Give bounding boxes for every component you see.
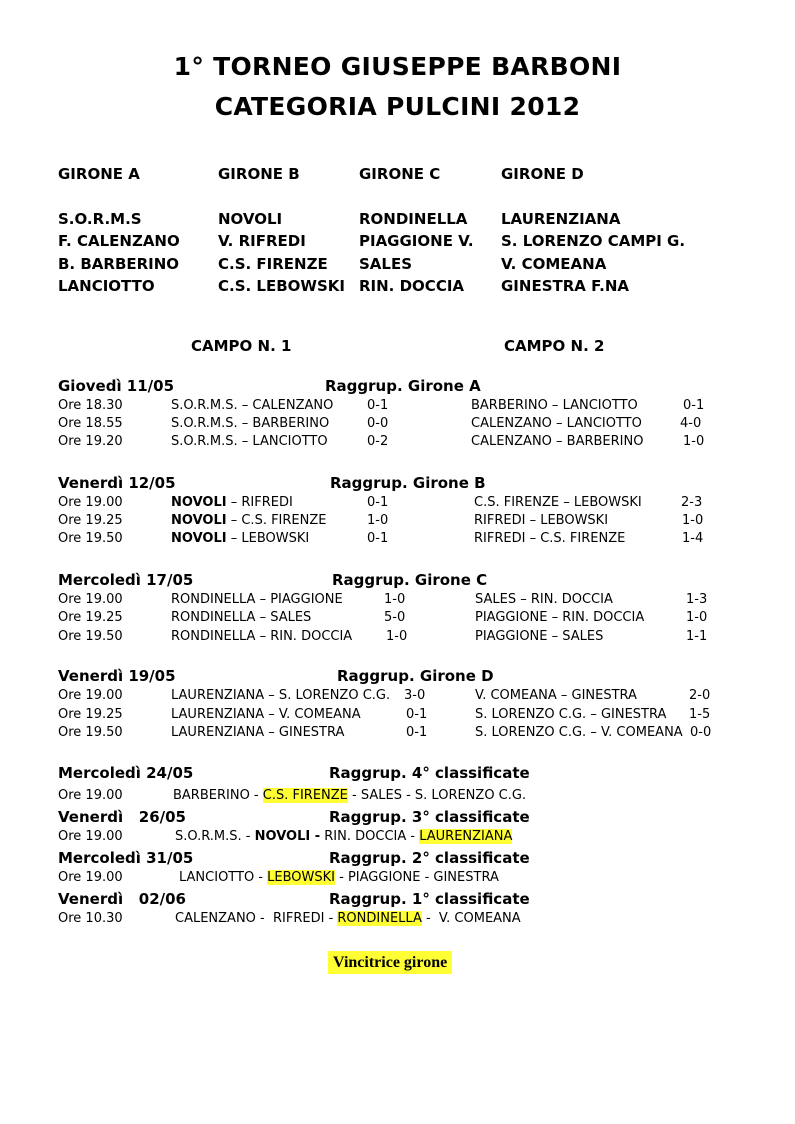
final-date: Venerdì 02/06	[58, 890, 186, 908]
match-field-1: S.O.R.M.S. – BARBERINO	[171, 416, 330, 431]
score-field-1: 0-2	[367, 434, 389, 449]
final-team-text: BARBERINO -	[173, 788, 263, 803]
match-field-2: BARBERINO – LANCIOTTO	[471, 398, 638, 413]
match-field-2: CALENZANO – BARBERINO	[471, 434, 644, 449]
match-rest: – RIFREDI	[226, 495, 293, 510]
final-team-text: S.O.R.M.S. -	[175, 829, 255, 844]
score-field-2: 2-3	[681, 495, 703, 510]
match-rest: – C.S. FIRENZE	[226, 513, 327, 528]
title-line-1: 1° TORNEO GIUSEPPE BARBONI	[173, 52, 622, 81]
group-team: GINESTRA F.NA	[501, 277, 630, 295]
group-d-name: GIRONE D	[501, 165, 584, 183]
score-field-2: 1-3	[686, 592, 708, 607]
field-2-header: CAMPO N. 2	[504, 337, 605, 355]
match-rest: – LEBOWSKI	[226, 531, 310, 546]
score-field-1: 0-1	[406, 707, 428, 722]
day-round: Raggrup. Girone C	[332, 571, 488, 589]
match-field-2: V. COMEANA – GINESTRA	[475, 688, 637, 703]
match-field-1: LAURENZIANA – S. LORENZO C.G.	[171, 688, 391, 703]
group-team: SALES	[359, 255, 413, 273]
score-field-1: 5-0	[384, 610, 406, 625]
score-field-1: 0-1	[367, 398, 389, 413]
final-teams	[173, 788, 526, 803]
final-round: Raggrup. 4° classificate	[329, 764, 530, 782]
final-teams	[175, 911, 521, 926]
final-team-text: - PIAGGIONE - GINESTRA	[335, 870, 499, 885]
match-field-1: RONDINELLA – PIAGGIONE	[171, 592, 343, 607]
day-date: Venerdì 12/05	[58, 474, 176, 492]
group-team: B. BARBERINO	[58, 255, 180, 273]
match-time: Ore 19.25	[58, 513, 123, 528]
final-round: Raggrup. 2° classificate	[329, 849, 530, 867]
match-time: Ore 19.00	[58, 495, 123, 510]
match-field-2: S. LORENZO C.G. – GINESTRA	[475, 707, 667, 722]
match-field-1	[171, 513, 327, 528]
final-date: Venerdì 26/05	[58, 808, 186, 826]
score-field-2: 0-1	[683, 398, 705, 413]
group-winner-highlight: C.S. FIRENZE	[262, 788, 348, 803]
score-field-2: 2-0	[689, 688, 711, 703]
final-team-text: LANCIOTTO -	[179, 870, 268, 885]
group-team: F. CALENZANO	[58, 232, 180, 250]
match-time: Ore 18.55	[58, 416, 123, 431]
match-field-2: C.S. FIRENZE – LEBOWSKI	[474, 495, 642, 510]
match-field-2: RIFREDI – LEBOWSKI	[474, 513, 609, 528]
score-field-2: 0-0	[690, 725, 712, 740]
final-team-text: - SALES - S. LORENZO C.G.	[347, 788, 527, 803]
score-field-2: 1-5	[689, 707, 711, 722]
score-field-1: 0-1	[367, 495, 389, 510]
match-field-1: RONDINELLA – SALES	[171, 610, 312, 625]
final-time: Ore 19.00	[58, 829, 123, 844]
match-field-2: S. LORENZO C.G. – V. COMEANA	[475, 725, 683, 740]
group-team: LANCIOTTO	[58, 277, 155, 295]
match-time: Ore 19.50	[58, 725, 123, 740]
final-teams	[175, 829, 512, 844]
final-time: Ore 19.00	[58, 788, 123, 803]
group-c-name: GIRONE C	[359, 165, 441, 183]
match-field-2: RIFREDI – C.S. FIRENZE	[474, 531, 626, 546]
title-line-2: CATEGORIA PULCINI 2012	[214, 92, 581, 121]
final-round: Raggrup. 1° classificate	[329, 890, 530, 908]
match-field-2: CALENZANO – LANCIOTTO	[471, 416, 642, 431]
match-field-1: S.O.R.M.S. – LANCIOTTO	[171, 434, 328, 449]
final-time: Ore 10.30	[58, 911, 123, 926]
match-time: Ore 19.20	[58, 434, 123, 449]
group-team: C.S. LEBOWSKI	[218, 277, 345, 295]
score-field-2: 1-0	[683, 434, 705, 449]
group-winner-highlight: LEBOWSKI	[267, 870, 335, 885]
score-field-2: 1-1	[686, 629, 708, 644]
day-round: Raggrup. Girone B	[330, 474, 486, 492]
final-date: Mercoledì 31/05	[58, 849, 194, 867]
day-date: Mercoledì 17/05	[58, 571, 194, 589]
team-highlight-bold: NOVOLI	[171, 495, 227, 510]
score-field-1: 1-0	[367, 513, 389, 528]
final-time: Ore 19.00	[58, 870, 123, 885]
day-date: Giovedì 11/05	[58, 377, 175, 395]
group-team: V. RIFREDI	[218, 232, 306, 250]
score-field-1: 0-0	[367, 416, 389, 431]
match-field-1: RONDINELLA – RIN. DOCCIA	[171, 629, 353, 644]
score-field-1: 1-0	[386, 629, 408, 644]
day-date: Venerdì 19/05	[58, 667, 176, 685]
match-field-1: LAURENZIANA – GINESTRA	[171, 725, 345, 740]
match-field-1	[171, 495, 293, 510]
field-1-header: CAMPO N. 1	[191, 337, 292, 355]
score-field-2: 1-0	[686, 610, 708, 625]
final-teams	[179, 870, 499, 885]
group-winner-highlight: RONDINELLA	[337, 911, 422, 926]
match-time: Ore 19.00	[58, 592, 123, 607]
score-field-1: 3-0	[404, 688, 426, 703]
group-team: C.S. FIRENZE	[218, 255, 328, 273]
match-time: Ore 18.30	[58, 398, 123, 413]
group-b-name: GIRONE B	[218, 165, 300, 183]
group-team: RONDINELLA	[359, 210, 468, 228]
score-field-1: 0-1	[406, 725, 428, 740]
match-field-2: PIAGGIONE – RIN. DOCCIA	[475, 610, 645, 625]
final-round: Raggrup. 3° classificate	[329, 808, 530, 826]
match-time: Ore 19.00	[58, 688, 123, 703]
team-highlight-bold: NOVOLI	[171, 531, 227, 546]
match-time: Ore 19.25	[58, 707, 123, 722]
group-team: PIAGGIONE V.	[359, 232, 474, 250]
score-field-2: 1-0	[682, 513, 704, 528]
group-team: LAURENZIANA	[501, 210, 621, 228]
match-field-2: PIAGGIONE – SALES	[475, 629, 604, 644]
group-team: RIN. DOCCIA	[359, 277, 465, 295]
day-round: Raggrup. Girone D	[337, 667, 494, 685]
day-round: Raggrup. Girone A	[325, 377, 481, 395]
final-team-text: - V. COMEANA	[421, 911, 521, 926]
match-time: Ore 19.50	[58, 629, 123, 644]
group-winner-legend: Vincitrice girone	[328, 951, 452, 974]
final-team-text: RIN. DOCCIA -	[320, 829, 420, 844]
match-time: Ore 19.25	[58, 610, 123, 625]
final-team-text: CALENZANO - RIFREDI -	[175, 911, 338, 926]
score-field-1: 0-1	[367, 531, 389, 546]
match-field-1: S.O.R.M.S. – CALENZANO	[171, 398, 334, 413]
final-team-bold: NOVOLI -	[254, 829, 321, 844]
team-highlight-bold: NOVOLI	[171, 513, 227, 528]
score-field-1: 1-0	[384, 592, 406, 607]
match-field-1: LAURENZIANA – V. COMEANA	[171, 707, 361, 722]
match-time: Ore 19.50	[58, 531, 123, 546]
group-team: S. LORENZO CAMPI G.	[501, 232, 686, 250]
group-winner-highlight: LAURENZIANA	[419, 829, 513, 844]
group-a-name: GIRONE A	[58, 165, 140, 183]
group-team: NOVOLI	[218, 210, 283, 228]
score-field-2: 1-4	[682, 531, 704, 546]
final-date: Mercoledì 24/05	[58, 764, 194, 782]
score-field-2: 4-0	[680, 416, 702, 431]
match-field-2: SALES – RIN. DOCCIA	[475, 592, 613, 607]
group-team: S.O.R.M.S	[58, 210, 142, 228]
match-field-1	[171, 531, 309, 546]
group-team: V. COMEANA	[501, 255, 607, 273]
